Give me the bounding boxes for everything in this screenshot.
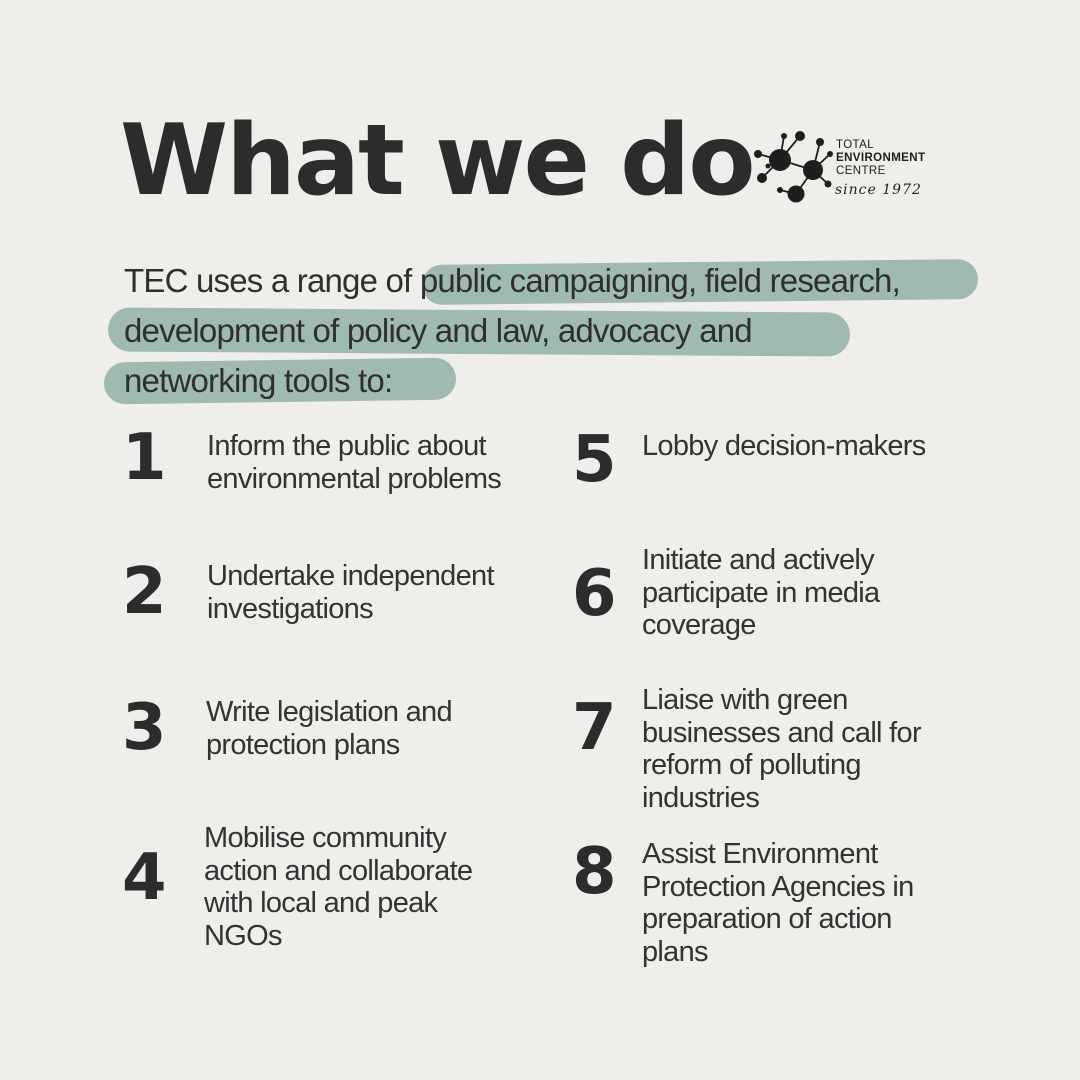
item-text: Undertake independent investigations — [207, 560, 494, 625]
item-number: 6 — [572, 557, 617, 631]
item-text: Assist Environment Protection Agencies in preparation of action plans — [642, 838, 914, 968]
intro-plain: TEC uses a range of — [124, 262, 420, 299]
page-title: What we do — [120, 104, 754, 218]
item-text: Liaise with green businesses and call for reform of polluting industries — [642, 684, 921, 814]
intro-paragraph — [124, 256, 1004, 406]
item-text: Initiate and actively participate in media coverage — [642, 544, 880, 641]
logo-since: since 1972 — [835, 182, 922, 198]
item-text: Lobby decision-makers — [642, 430, 926, 462]
intro-highlight-2: development of policy and law, advocacy and — [124, 312, 752, 349]
logo-dots-icon — [750, 130, 834, 208]
logo-line-3: CENTRE — [836, 165, 886, 177]
item-text: Write legislation and protection plans — [206, 696, 452, 761]
logo-line-1: TOTAL — [836, 139, 874, 151]
item-number: 7 — [572, 691, 617, 765]
item-number: 3 — [122, 691, 167, 765]
item-number: 2 — [122, 555, 167, 629]
logo-line-2: ENVIRONMENT — [836, 152, 926, 164]
item-number: 5 — [572, 423, 617, 497]
item-text: Mobilise community action and collaborate with local and peak NGOs — [204, 822, 473, 952]
intro-highlight-3: networking tools to: — [124, 362, 393, 399]
tec-logo — [750, 130, 950, 210]
item-number: 4 — [122, 841, 167, 915]
item-number: 1 — [122, 421, 167, 495]
intro-highlight-1: public campaigning, field research, — [419, 262, 900, 299]
item-number: 8 — [572, 835, 617, 909]
item-text: Inform the public about environmental problems — [207, 430, 502, 495]
